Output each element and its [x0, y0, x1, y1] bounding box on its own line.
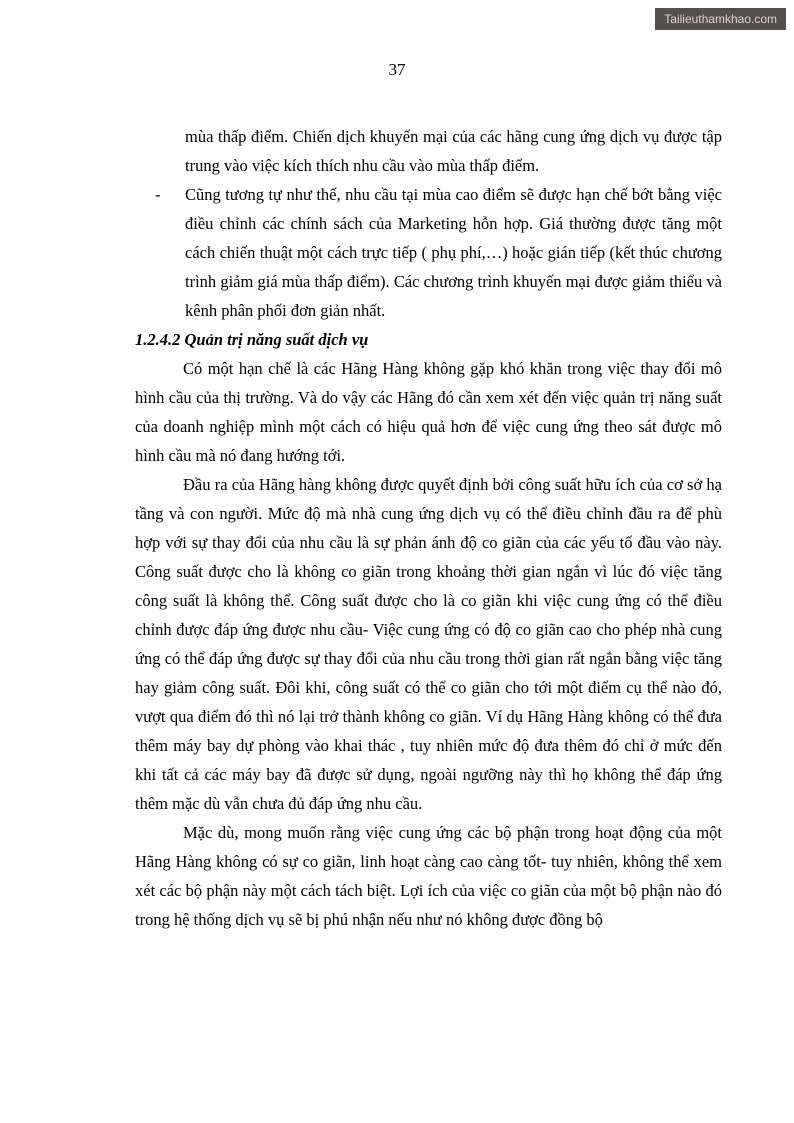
document-body: [135, 122, 722, 934]
list-continuation-text: mùa thấp điểm. Chiến dịch khuyến mại của các hãng cung ứng dịch vụ được tập trung vào việc kích thích nhu cầu vào mùa thấp điểm.: [185, 127, 722, 175]
paragraph: Có một hạn chế là các Hãng Hàng không gặp khó khăn trong việc thay đổi mô hình cầu của thị trường. Và do vậy các Hãng đó cần xem xét đến việc quản trị năng suất của doanh nghiệp mình một cách có hiệu quả hơn để việc cung ứng theo sát được mô hình cầu mà nó đang hướng tới.: [135, 359, 722, 465]
bullet-item-text: Cũng tương tự như thế, nhu cầu tại mùa cao điểm sẽ được hạn chế bớt bằng việc điều chỉnh các chính sách của Marketing hỗn hợp. Giá thường được tăng một cách chiến thuật một cách trực tiếp ( phụ phí,…) hoặc gián tiếp (kết thúc chương trình giảm giá mùa thấp điểm). Các chương trình khuyến mại được giảm thiểu và kênh phân phối đơn giản nhất.: [185, 185, 722, 320]
section-heading: 1.2.4.2 Quản trị năng suất dịch vụ: [135, 330, 369, 349]
bullet-list-item: [135, 180, 722, 325]
page-number: 37: [388, 60, 406, 79]
watermark-site-label: Tailieuthamkhao.com: [655, 8, 786, 30]
paragraph: Đầu ra của Hãng hàng không được quyết định bởi công suất hữu ích của cơ sở hạ tầng và con người. Mức độ mà nhà cung ứng dịch vụ có thể điều chỉnh đầu ra để phù hợp với sự thay đổi của nhu cầu là sự phản ánh độ co giãn của các yếu tố đầu vào này. Công suất được cho là không co giãn trong khoảng thời gian ngắn vì lúc đó việc tăng công suất là không thể. Công suất được cho là co giãn khi việc cung ứng có thể điều chỉnh được đáp ứng được nhu cầu- Việc cung ứng có độ co giãn cao cho phép nhà cung ứng có thể đáp ứng được sự thay đổi của nhu cầu trong thời gian rất ngắn bằng việc tăng hay giảm công suất. Đôi khi, công suất có thể co giãn cho tới một điểm cụ thể nào đó, vượt qua điểm đó thì nó lại trở thành không co giãn. Ví dụ Hãng Hàng không có thể đưa thêm máy bay dự phòng vào khai thác , tuy nhiên mức độ đưa thêm đó chỉ ở mức đến khi tất cả các máy bay đã được sử dụng, ngoài ngưỡng này thì họ không thể đáp ứng thêm mặc dù vẫn chưa đủ đáp ứng nhu cầu.: [135, 475, 722, 813]
paragraph: Mặc dù, mong muốn rằng việc cung ứng các bộ phận trong hoạt động của một Hãng Hàng không có sự co giãn, linh hoạt càng cao càng tốt- tuy nhiên, không thể xem xét các bộ phận này một cách tách biệt. Lợi ích của việc co giãn của một bộ phận nào đó trong hệ thống dịch vụ sẽ bị phú nhận nếu như nó không được đồng bộ: [135, 823, 722, 929]
bullet-dash-marker: -: [155, 185, 161, 204]
